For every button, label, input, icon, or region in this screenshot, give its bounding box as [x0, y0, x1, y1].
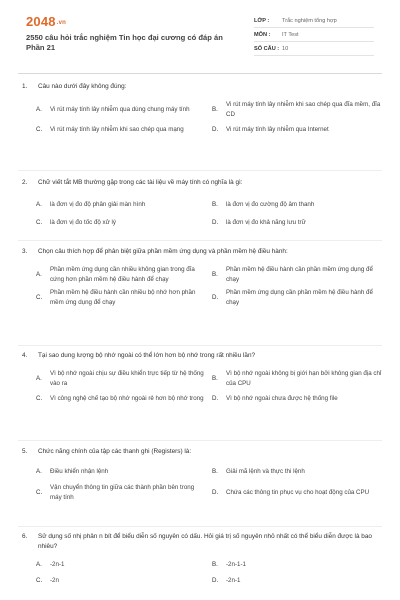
meta-row-count	[254, 42, 374, 56]
options-grid	[22, 265, 382, 307]
option-text: Vi rút máy tính lây nhiễm qua Internet	[226, 126, 329, 134]
option-b[interactable]	[212, 369, 382, 388]
option-text: là đơn vị đo cường độ âm thanh	[226, 201, 315, 209]
question-text-row	[22, 532, 382, 552]
option-b[interactable]	[212, 465, 382, 479]
option-letter: C.	[36, 488, 43, 496]
options-grid	[22, 369, 382, 406]
option-d[interactable]	[212, 574, 382, 588]
option-text: -2n	[50, 577, 59, 585]
options-grid	[22, 198, 382, 230]
option-text: Chứa các thông tin phục vụ cho hoạt động của CPU	[226, 488, 370, 496]
option-text: Vi rút máy tính lây nhiễm khi sao chép qua đĩa mềm, đĩa CD	[226, 101, 381, 118]
option-letter: A.	[36, 201, 42, 209]
option-text: Điều khiển nhận lệnh	[50, 468, 109, 476]
option-letter: A.	[36, 374, 42, 382]
option-text: Vì bộ nhớ ngoài chưa được hệ thống file	[226, 395, 338, 403]
meta-value: Trắc nghiệm tổng hợp	[282, 17, 337, 24]
option-c[interactable]	[36, 123, 206, 137]
question-5	[22, 447, 382, 502]
question-separator	[18, 240, 382, 241]
option-text: Vận chuyển thông tin giữa các thành phần bên trong máy tính	[50, 484, 195, 501]
option-d[interactable]	[212, 288, 382, 307]
option-d[interactable]	[212, 216, 382, 230]
option-c[interactable]	[36, 216, 206, 230]
option-text: là đơn vị đo khả năng lưu trữ	[226, 219, 306, 227]
option-letter: C.	[36, 126, 43, 134]
question-number: 2.	[22, 179, 28, 186]
option-letter: D.	[212, 577, 219, 585]
option-a[interactable]	[36, 558, 206, 572]
option-letter: C.	[36, 219, 43, 227]
option-letter: C.	[36, 577, 43, 585]
meta-value: IT Test	[282, 31, 299, 38]
option-letter: A.	[36, 468, 42, 476]
option-letter: B.	[212, 270, 218, 278]
option-letter: C.	[36, 395, 43, 403]
option-c[interactable]	[36, 574, 206, 588]
option-letter: A.	[36, 270, 42, 278]
option-d[interactable]	[212, 392, 382, 406]
option-text: -2n-1	[50, 561, 65, 569]
option-letter: D.	[212, 293, 219, 301]
option-letter: B.	[212, 201, 218, 209]
option-letter: D.	[212, 126, 219, 134]
option-b[interactable]	[212, 265, 382, 284]
option-b[interactable]	[212, 198, 382, 212]
logo-text: 2048	[26, 14, 56, 29]
page-title: 2550 câu hỏi trắc nghiệm Tin học đại cương có đáp án Phần 21	[26, 33, 223, 52]
option-text: Vì bộ nhớ ngoài không bị giới hạn bởi không gian địa chỉ của CPU	[226, 370, 382, 387]
option-letter: D.	[212, 395, 219, 403]
option-c[interactable]	[36, 483, 206, 502]
options-grid	[22, 558, 382, 588]
option-text: Vi rút máy tính lây nhiễm qua dùng chung máy tính	[50, 105, 190, 113]
option-letter: D.	[212, 488, 219, 496]
option-letter: B.	[212, 374, 218, 382]
option-text: là đơn vị đo tốc độ xử lý	[50, 219, 116, 227]
question-number: 3.	[22, 248, 28, 255]
question-separator	[18, 345, 382, 346]
option-text: Vi rút máy tính lây nhiễm khi sao chép qua mạng	[50, 126, 184, 134]
question-number: 1.	[22, 83, 28, 90]
option-letter: C.	[36, 293, 43, 301]
question-text-row	[22, 351, 382, 361]
question-2	[22, 178, 382, 230]
option-text: Phần mềm ứng dụng cần nhiều không gian trong đĩa cứng hơn phần mềm hệ điều hành để chạy	[50, 266, 195, 283]
option-text: là đơn vị đo độ phân giải màn hình	[50, 201, 146, 209]
option-text: Phần mềm ứng dụng cần phần mềm hệ điều hành để chạy	[226, 289, 373, 306]
option-letter: B.	[212, 468, 218, 476]
option-text: Giải mã lệnh và thực thi lệnh	[226, 468, 305, 476]
question-text: Sử dụng số nhị phân n bít để biểu diễn số nguyên có dấu. Hỏi giá trị số nguyên nhỏ nhất có thể biểu diễn được là bao nhiêu?	[38, 533, 372, 550]
meta-row-subject	[254, 28, 374, 42]
option-text: Vì công nghệ chế tạo bộ nhớ ngoài rẻ hơn bộ nhớ trong	[50, 395, 204, 403]
header-divider	[18, 73, 382, 74]
option-c[interactable]	[36, 288, 206, 307]
question-text: Chức năng chính của tập các thanh ghi (Registers) là:	[38, 448, 192, 455]
meta-value: 10	[282, 45, 289, 52]
question-separator	[18, 526, 382, 527]
option-letter: A.	[36, 105, 42, 113]
question-text: Chọn câu thích hợp để phân biệt giữa phần mềm ứng dụng và phần mềm hệ điều hành:	[38, 248, 288, 255]
option-text: -2n-1-1	[226, 561, 246, 569]
options-grid	[22, 100, 382, 137]
option-a[interactable]	[36, 265, 206, 284]
option-d[interactable]	[212, 483, 382, 502]
question-text-row	[22, 247, 382, 257]
question-1	[22, 82, 382, 137]
option-text: -2n-1	[226, 577, 241, 585]
question-6	[22, 532, 382, 588]
option-b[interactable]	[212, 558, 382, 572]
option-a[interactable]	[36, 369, 206, 388]
question-separator	[18, 440, 382, 441]
option-text: Phần mềm hệ điều hành cần phần mềm ứng dụng để chạy	[226, 266, 373, 283]
meta-row-class	[254, 14, 374, 28]
option-text: Phần mềm hệ điều hành cần nhiều bộ nhớ hơn phần mềm ứng dụng để chạy	[50, 289, 196, 306]
meta-label: LỚP :	[254, 17, 270, 24]
question-number: 5.	[22, 448, 28, 455]
option-c[interactable]	[36, 392, 206, 406]
option-d[interactable]	[212, 123, 382, 137]
logo-suffix: .vn	[56, 19, 67, 26]
question-separator	[18, 170, 382, 171]
question-text: Câu nào dưới đây không đúng:	[38, 83, 127, 90]
option-a[interactable]	[36, 198, 206, 212]
option-a[interactable]	[36, 100, 206, 119]
option-letter: B.	[212, 561, 218, 569]
site-logo[interactable]	[26, 14, 66, 29]
options-grid	[22, 465, 382, 502]
question-text-row	[22, 82, 382, 92]
option-letter: D.	[212, 219, 219, 227]
question-text: Tại sao dung lượng bộ nhớ ngoài có thể lớn hơn bộ nhớ trong rất nhiều lần?	[38, 352, 256, 359]
question-3	[22, 247, 382, 307]
option-b[interactable]	[212, 100, 382, 119]
question-number: 4.	[22, 352, 28, 359]
question-text-row	[22, 178, 382, 188]
option-letter: B.	[212, 105, 218, 113]
meta-label: SỐ CÂU :	[254, 45, 280, 52]
question-4	[22, 351, 382, 406]
option-text: Vì bộ nhớ ngoài chịu sự điều khiển trực tiếp từ hệ thống vào ra	[50, 370, 204, 387]
option-letter: A.	[36, 561, 42, 569]
meta-label: MÔN :	[254, 31, 271, 38]
question-text-row	[22, 447, 382, 457]
page-header	[0, 0, 400, 64]
meta-table	[254, 14, 374, 56]
question-text: Chữ viết tắt MB thường gặp trong các tài liệu về máy tính có nghĩa là gì:	[38, 179, 243, 186]
option-a[interactable]	[36, 465, 206, 479]
question-number: 6.	[22, 533, 28, 540]
